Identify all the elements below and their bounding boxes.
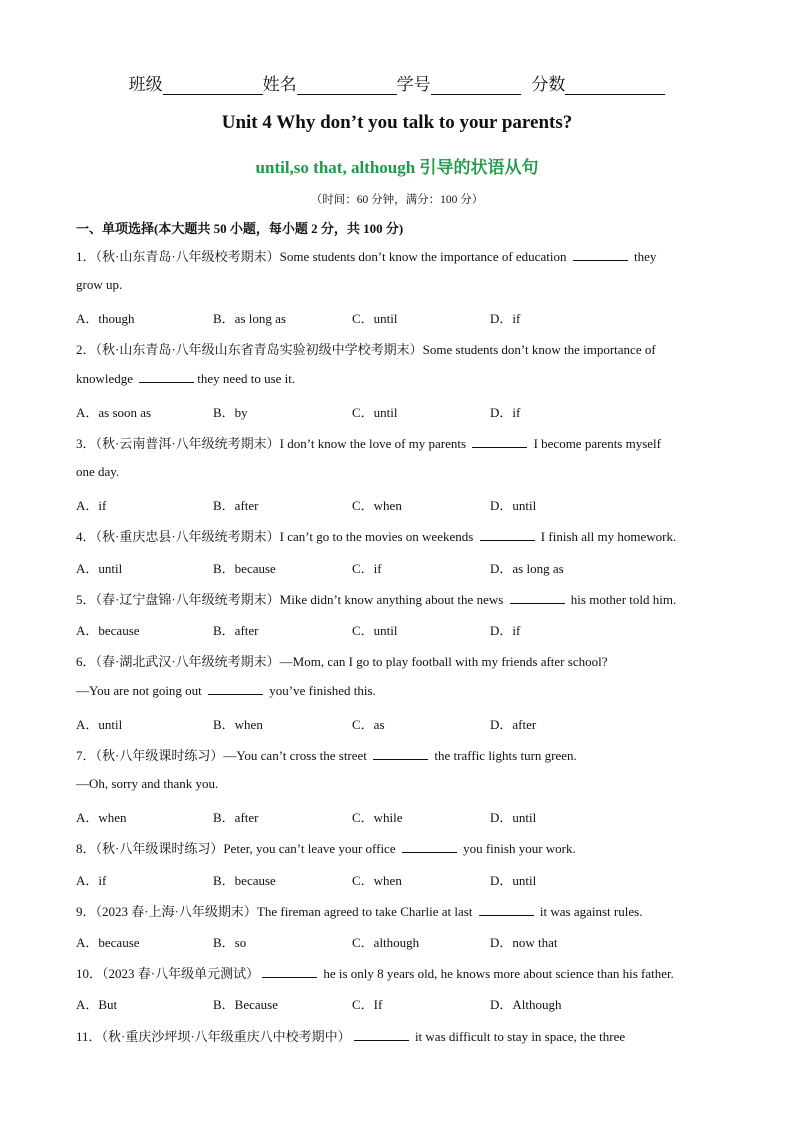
question-2-line-2 [76,370,295,387]
option-a: A．because [76,623,140,638]
question-1-line-1 [76,246,656,265]
option-c: C．until [352,405,398,420]
question-6-line-1: 6．（春·湖北武汉·八年级统考期末）—Mom, can I go to play football with my friends after school? [76,654,608,669]
answer-blank [354,1028,409,1041]
option-c: C．until [352,623,398,638]
answer-blank [480,528,535,541]
option-a: A．until [76,717,123,732]
option-c: C．until [352,311,398,326]
section-heading: 一、单项选择(本大题共 50 小题，每小题 2 分，共 100 分) [76,221,404,236]
option-c: C．while [352,810,403,825]
question-2-stem: knowledge [76,371,134,386]
question-9-line-1 [76,901,642,920]
score-label: 分数 [531,75,566,95]
answer-blank [373,747,428,760]
question-5-line-1 [76,589,676,608]
option-a: A．because [76,935,140,950]
question-10-stem-cont: he is only 8 years old, he knows more about science than his father. [323,966,674,981]
question-10-stem: 10．（2023 春·八年级单元测试） [76,966,260,981]
option-b: B．by [213,405,248,420]
option-b: B．when [213,717,263,732]
question-5-stem-cont: his mother told him. [570,592,677,607]
question-11-stem-cont: it was difficult to stay in space, the three [414,1029,626,1044]
option-d: D．as long as [490,561,564,576]
option-b: B．as long as [213,311,286,326]
option-a: A．if [76,873,107,888]
page-title: Unit 4 Why don’t you talk to your parents? [221,112,573,133]
name-blank [297,76,397,95]
option-b: B．after [213,623,259,638]
option-a: A．But [76,997,118,1012]
option-b: B．because [213,561,276,576]
option-b: B．Because [213,997,278,1012]
answer-blank [402,840,457,853]
option-c: C．when [352,498,402,513]
option-b: B．so [213,935,247,950]
question-8-stem-cont: you finish your work. [463,841,576,856]
question-4-line-1 [76,526,676,545]
answer-blank [573,248,628,261]
question-7-stem-cont: the traffic lights turn green. [434,748,577,763]
class-label: 班级 [128,75,163,95]
id-label: 学号 [396,75,431,95]
option-a: A．when [76,810,127,825]
name-label: 姓名 [262,75,297,95]
option-d: D．until [490,873,537,888]
answer-blank [208,682,263,695]
option-d: D．until [490,498,537,513]
option-d: D．Although [490,997,562,1012]
option-c: C．although [352,935,420,950]
option-a: A．as soon as [76,405,152,420]
answer-blank [510,591,565,604]
question-6-stem: —You are not going out [76,683,202,698]
option-d: D．until [490,810,537,825]
score-blank [565,76,665,95]
question-9-stem-cont: it was against rules. [539,904,643,919]
option-c: C．If [352,997,383,1012]
option-a: A．though [76,311,135,326]
question-4-stem: 4．（秋·重庆忠县·八年级统考期末）I can’t go to the movies on weekends [76,529,474,544]
answer-blank [479,903,534,916]
question-7-stem: 7．（秋·八年级课时练习）—You can’t cross the street [76,748,367,763]
question-1-stem-cont: they [633,249,657,264]
option-a: A．if [76,498,107,513]
question-3-line-2: one day. [76,464,120,479]
option-c: C．when [352,873,402,888]
question-3-stem: 3．（秋·云南普洱·八年级统考期末）I don’t know the love of my parents [76,436,467,451]
option-c: C．if [352,561,382,576]
question-9-stem: 9．（2023 春·上海·八年级期末）The fireman agreed to take Charlie at last [76,904,473,919]
question-11-stem: 11．（秋·重庆沙坪坝·八年级重庆八中校考期中） [76,1029,351,1044]
option-b: B．after [213,498,259,513]
question-4-stem-cont: I finish all my homework. [540,529,677,544]
option-d: D．now that [490,935,558,950]
question-6-line-2 [76,682,376,699]
option-d: D．if [490,623,521,638]
option-b: B．after [213,810,259,825]
answer-blank [262,965,317,978]
student-info-line [0,70,794,95]
question-2-stem-cont: they need to use it. [197,371,296,386]
question-10-line-1 [76,963,674,982]
question-5-stem: 5．（春·辽宁盘锦·八年级统考期末）Mike didn’t know anything about the news [76,592,504,607]
question-11-line-1 [76,1026,625,1045]
answer-blank [472,435,527,448]
page-subtitle: until,so that, although 引导的状语从句 [255,158,539,177]
option-d: D．after [490,717,537,732]
option-d: D．if [490,405,521,420]
question-3-stem-cont: I become parents myself [533,436,662,451]
option-b: B．because [213,873,276,888]
option-c: C．as [352,717,385,732]
class-blank [163,76,263,95]
question-8-stem: 8．（秋·八年级课时练习）Peter, you can’t leave your office [76,841,396,856]
question-6-stem-cont: you’ve finished this. [269,683,376,698]
question-3-line-1 [76,433,661,452]
question-1-stem: 1．（秋·山东青岛·八年级校考期末）Some students don’t know the importance of education [76,249,567,264]
question-8-line-1 [76,838,576,857]
question-1-line-2: grow up. [76,277,123,292]
option-a: A．until [76,561,123,576]
option-d: D．if [490,311,521,326]
question-7-line-1 [76,745,577,764]
exam-meta: （时间：60 分钟，满分：100 分） [310,194,484,206]
id-blank [431,76,521,95]
question-2-line-1: 2．（秋·山东青岛·八年级山东省青岛实验初级中学校考期末）Some students don’t know the importance of [76,342,656,357]
answer-blank [139,370,194,383]
question-7-line-2: —Oh, sorry and thank you. [76,776,219,791]
